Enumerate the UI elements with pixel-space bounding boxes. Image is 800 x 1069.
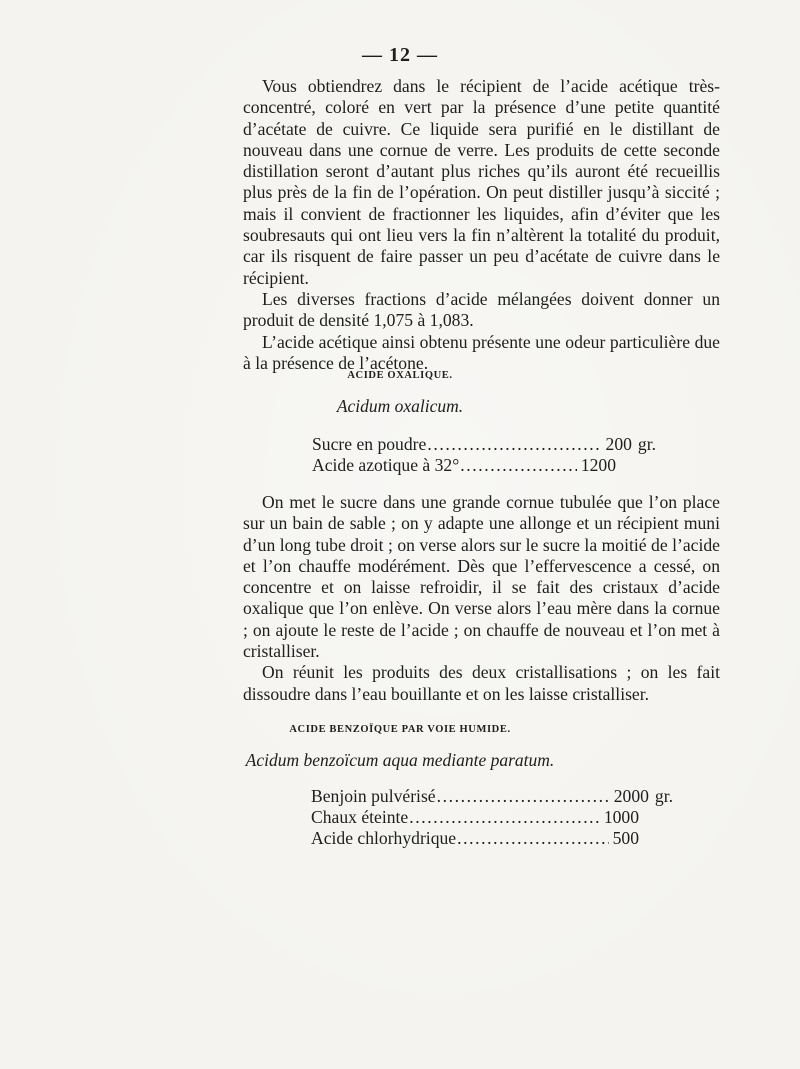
section-latin-oxalique: Acidum oxalicum. [336, 396, 464, 416]
recipe-row [311, 828, 645, 849]
intro-text [243, 76, 720, 374]
paragraph: On met le sucre dans une grande cornue tubulée que l’on place sur un bain de sable ; on y adapte une allonge et un récipient muni d’un long tube droit ; on verse alors sur le sucre la moitié de l’acide et l’on chauffe modérément. Dès que l’effervescence a cessé, on concentre et on laisse refroidir, il se fait des cristaux d’acide oxalique que l’on enlève. On verse alors l’eau mère dans la cornue ; on ajoute le reste de l’acide ; on chauffe de nouveau et l’on met à cristalliser. [243, 492, 720, 662]
section-latin-benzoique: Acidum benzoïcum aqua mediante paratum. [245, 750, 555, 770]
quantity-unit: gr. [637, 434, 656, 454]
quantity-value: 200 [605, 434, 632, 454]
dot-leader [457, 828, 609, 849]
dot-leader [437, 786, 610, 807]
recipe-oxalique [312, 434, 656, 476]
recipe-row [311, 807, 645, 828]
ingredient-quantity [606, 434, 656, 455]
ingredient-name: Acide chlorhydrique [311, 828, 457, 848]
oxalique-text [243, 492, 720, 705]
quantity-value: 2000 [613, 786, 649, 806]
section-title-benzoique: ACIDE BENZOÏQUE PAR VOIE HUMIDE. [289, 724, 511, 735]
dot-leader [460, 455, 577, 476]
section-title-oxalique: ACIDE OXALIQUE. [347, 370, 453, 381]
page-number: — 12 — [362, 44, 438, 66]
recipe-row [311, 786, 673, 807]
paragraph: On réunit les produits des deux cristallisations ; on les fait dissoudre dans l’eau bouillante et on les laisse cristalliser. [243, 662, 720, 704]
paragraph: Vous obtiendrez dans le récipient de l’acide acétique très-concentré, coloré en vert par la présence d’une petite quantité d’acétate de cuivre. Ce liquide sera purifié en le distillant de nouveau dans une cornue de verre. Les produits de cette seconde distillation seront d’autant plus riches qu’ils auront été recueillis plus près de la fin de l’opération. On peut distiller jusqu’à siccité ; mais il convient de fractionner les liquides, afin d’éviter que les soubresauts qui ont lieu vers la fin n’altèrent la totalité du produit, car ils risquent de faire passer un peu d’acétate de cuivre dans le récipient. [243, 76, 720, 288]
ingredient-name: Acide azotique à 32° [312, 455, 460, 475]
ingredient-name: Benjoin pulvérisé [311, 786, 436, 806]
dot-leader [409, 807, 600, 828]
paragraph: Les diverses fractions d’acide mélangées doivent donner un produit de densité 1,075 à 1,083. [243, 288, 720, 331]
ingredient-quantity [614, 786, 673, 807]
dot-leader [427, 434, 601, 455]
ingredient-quantity [581, 455, 622, 476]
ingredient-quantity [604, 807, 645, 828]
recipe-row [312, 455, 622, 476]
quantity-value: 1200 [580, 455, 616, 475]
quantity-value: 500 [612, 828, 639, 848]
ingredient-name: Chaux éteinte [311, 807, 409, 827]
ingredient-name: Sucre en poudre [312, 434, 427, 454]
recipe-row [312, 434, 656, 455]
quantity-value: 1000 [603, 807, 639, 827]
paragraph: L’acide acétique ainsi obtenu présente une odeur particulière due à la présence de l’acétone. [243, 331, 720, 373]
recipe-benzoique [311, 786, 673, 849]
quantity-unit: gr. [654, 786, 673, 806]
ingredient-quantity [613, 828, 645, 849]
